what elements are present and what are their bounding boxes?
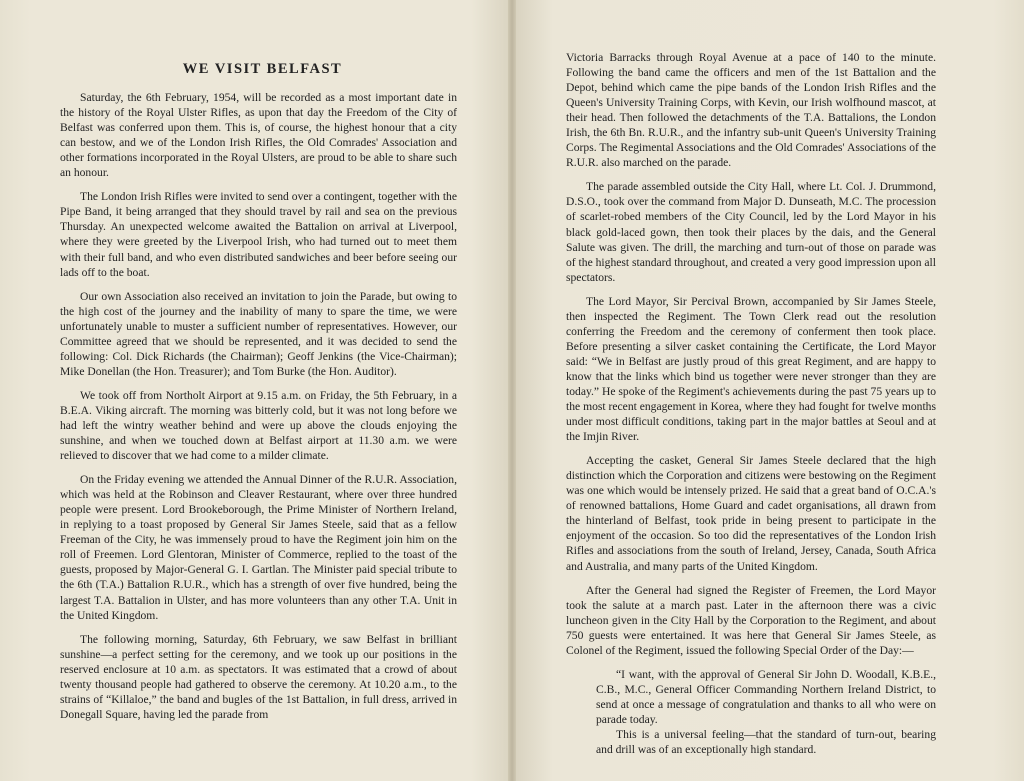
- paragraph: Accepting the casket, General Sir James Steele declared that the high distinction which the Corporation and citizens were bestowing on the Regiment was one which would be intensely prized. He said that a great band of O.C.A.'s of renowned battalions, Home Guard and cadet organisations, all drawn from the hinterland of Belfast, took pride in being present to participate in the enjoyment of the occasion. So too did the representatives of the London Irish Rifles and associations from the south of Ireland, Jersey, Canada, South Africa and Australia, and many parts of the United Kingdom.: [566, 454, 936, 573]
- paragraph: The following morning, Saturday, 6th February, we saw Belfast in brilliant sunshine—a perfect setting for the ceremony, and we took up our positions in the reserved enclosure at 10 a.m. as spectators. It was estimated that a crowd of about twenty thousand people had gathered to observe the ceremony. At 10.20 a.m., to the strains of “Killaloe,” the band and bugles of the 1st Battalion, in full dress, arrived in Donegall Square, having led the parade from: [60, 632, 457, 721]
- quote-paragraph: This is a universal feeling—that the standard of turn-out, bearing and drill was of an exceptionally high standard.: [596, 727, 936, 757]
- paragraph: The parade assembled outside the City Hall, where Lt. Col. J. Drummond, D.S.O., took over the command from Major D. Dunseath, M.C. The procession of scarlet-robed members of the City Council, led by the Lord Mayor in his black gold-laced gown, then took their places by the dais, and the General Salute was given. The drill, the marching and turn-out of those on parade was of the highest standard throughout, and created a very good impression upon all spectators.: [566, 180, 936, 284]
- paragraph: The London Irish Rifles were invited to send over a contingent, together with the Pipe Band, it being arranged that they should travel by rail and sea on the previous Thursday. An unexpected welcome awaited the Battalion on arrival at Liverpool, where they were greeted by the Liverpool Irish, who had turned out to meet them with their full band, and who even distributed sandwiches and beer before seeing our lads off to the boat.: [60, 190, 457, 279]
- quote-paragraph: “I want, with the approval of General Sir John D. Woodall, K.B.E., C.B., M.C., General Officer Commanding Northern Ireland District, to send at once a message of congratulation and thanks to all who were on parade today.: [596, 667, 936, 726]
- left-text-column: [60, 62, 457, 731]
- paragraph: After the General had signed the Register of Freemen, the Lord Mayor took the salute at a march past. Later in the afternoon there was a civic luncheon given in the City Hall by the Corporation to the Regiment, and about 750 guests were entertained. It was here that General Sir James Steele, as Colonel of the Regiment, issued the following Special Order of the Day:—: [566, 583, 936, 657]
- paragraph: We took off from Northolt Airport at 9.15 a.m. on Friday, the 5th February, in a B.E.A. Viking aircraft. The morning was bitterly cold, but it was not long before we had left the wintry weather behind and were up above the clouds enjoying the sunshine, and when we touched down at Belfast airport at 11.30 a.m. we were relieved to discover that we had come to a milder climate.: [60, 388, 457, 463]
- paragraph: Saturday, the 6th February, 1954, will be recorded as a most important date in the history of the Royal Ulster Rifles, as upon that day the Freedom of the City of Belfast was conferred upon them. This is, of course, the highest honour that a city can bestow, and we of the London Irish Rifles, the Old Comrades' Association and other formations incorporated in the Royal Ulsters, are proud to be able to share such an honour.: [60, 91, 457, 180]
- article-heading: WE VISIT BELFAST: [182, 61, 343, 77]
- book-gutter: [508, 0, 516, 781]
- right-text-column: [566, 50, 936, 757]
- paragraph: Our own Association also received an invitation to join the Parade, but owing to the high cost of the journey and the inability of many to spare the time, we were unfortunately unable to muster a sufficient number of representatives. However, our Committee agreed that we should be represented, and it was decided to send the following: Col. Dick Richards (the Chairman); Geoff Jenkins (the Vice-Chairman); Mike Donellan (the Hon. Treasurer); and Tom Burke (the Hon. Auditor).: [60, 289, 457, 378]
- special-order-quote: [596, 667, 936, 757]
- paragraph: The Lord Mayor, Sir Percival Brown, accompanied by Sir James Steele, then inspected the Regiment. The Town Clerk read out the resolution conferring the Freedom and the ceremony of conferment then took place. Before presenting a silver casket containing the Certificate, the Lord Mayor said: “We in Belfast are justly proud of this great Regiment, and are happy to know that the links which bind us together were never stronger than they are today.” He spoke of the Regiment's achievements during the past 75 years up to the most recent engagement in Korea, where they had fought for twelve months under most difficult conditions, taking part in the major battles at Seoul and at the Imjin River.: [566, 294, 936, 444]
- paragraph-continuation: Victoria Barracks through Royal Avenue at a pace of 140 to the minute. Following the band came the officers and men of the 1st Battalion and the Depot, behind which came the pipe bands of the London Irish Rifles and the Queen's University Training Corps, with Kevin, our Irish wolfhound mascot, at their head. Then followed the detachments of the T.A. Battalions, the London Irish, the 6th Bn. R.U.R., and the infantry sub-unit Queen's University Training Corps. The Regimental Associations and the Old Comrades' Associations of the R.U.R. also marched on the parade.: [566, 51, 936, 170]
- paragraph: On the Friday evening we attended the Annual Dinner of the R.U.R. Association, which was held at the Robinson and Cleaver Restaurant, where over three hundred people were present. Lord Brookeborough, the Prime Minister of Northern Ireland, in replying to a toast proposed by General Sir James Steele, said that as a fellow Freeman of the City, he was immensely proud to have the Regiment join him on the roll of Freemen. Lord Glentoran, Minister of Commerce, replied to the toast of the guests, proposed by Major-General G. I. Gartlan. The Minister paid special tribute to the 6th (T.A.) Battalion R.U.R., which has a strength of over five hundred, being the largest T.A. Battalion in Ulster, and has more volunteers than any other T.A. Unit in the United Kingdom.: [60, 473, 457, 622]
